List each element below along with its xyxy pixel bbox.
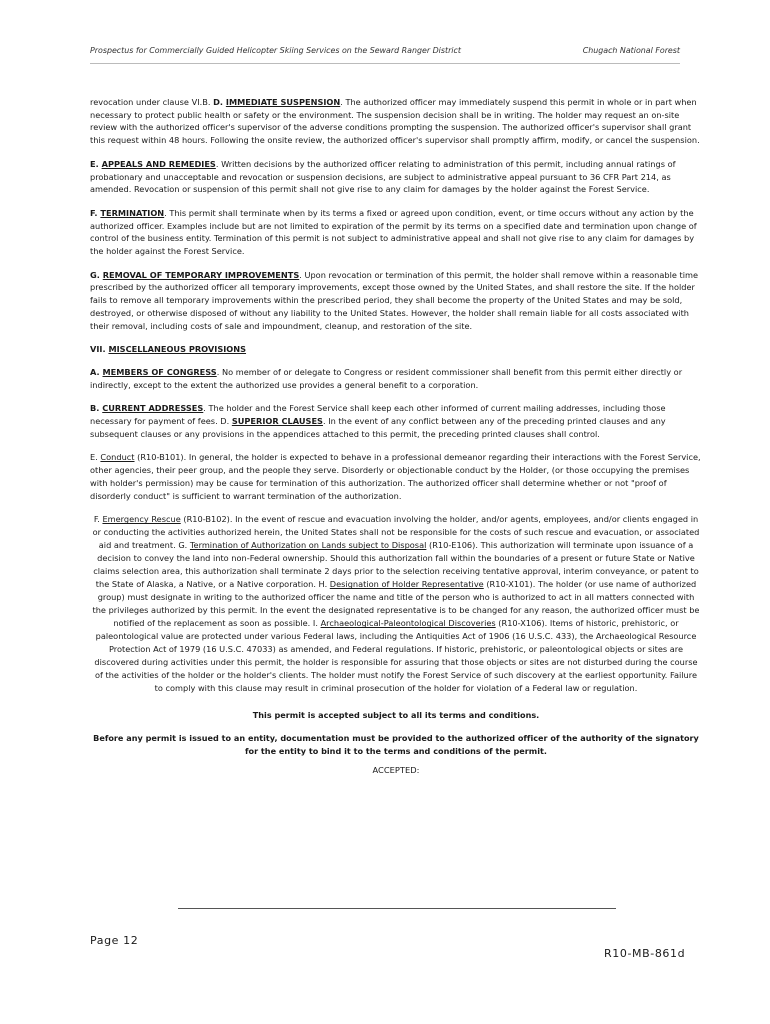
clause-letter: F. — [90, 207, 101, 218]
page-number: Page 12 — [90, 934, 139, 947]
paragraph-current-addresses — [90, 402, 702, 440]
signature-line — [178, 908, 616, 909]
clause-text-disposal: (R10-E106). This authorization will terminate upon issuance of a decision to convey the land into non-Federal ownership. Should this authorization fall within the boundaries of a present or future State or Native claims selection area, this authorization shall terminate 2 days prior to the selection receiving tentative approval, interim conveyance, or patent to the State of Alaska, a Native, or a Native corporation. H. — [93, 540, 699, 590]
clause-text: . The holder and the Forest Service shall keep each other informed of current mailing addresses, including those necessary for payment of fees. D. — [90, 403, 666, 427]
entity-documentation-note: Before any permit is issued to an entity, documentation must be provided to the authorized officer of the authority of the signatory for the entity to bind it to the terms and conditions of the permit. — [93, 733, 699, 757]
clause-text-rescue: (R10-B102). In the event of rescue and evacuation involving the holder, and/or agents, employees, and/or clients engaged in or conducting the activities authorized herein, the United States shall not be responsible for the costs of such rescue and evacuation, or associated aid and treatment. G. — [92, 514, 700, 551]
clause-heading: MEMBERS OF CONGRESS — [102, 366, 217, 377]
clause-heading-rescue: Emergency Rescue — [102, 514, 181, 525]
clause-heading-superior: SUPERIOR CLAUSES — [231, 416, 323, 427]
clause-text-superior: . In the event of any conflict between any of the preceding printed clauses and any subsequent clauses or any provisions in the appendices attached to this permit, the preceding printed clauses shall control. — [90, 416, 666, 439]
accepted-label: ACCEPTED: — [372, 765, 420, 776]
clause-heading: APPEALS AND REMEDIES — [101, 158, 216, 169]
clause-text-representative: (R10-X101). The holder (or use name of authorized group) must designate in writing to the authorized officer the name and title of the person who is authorized to act in all matters connected with the privileges authorized by this permit. In the event the designated representative is to be changed for any reason, the authorized officer must be notified of the replacement as soon as possible. I. — [92, 579, 700, 629]
clause-heading: REMOVAL OF TEMPORARY IMPROVEMENTS — [102, 269, 300, 280]
clause-text: . No member of or delegate to Congress or resident commissioner shall benefit from this permit either directly or indirectly, except to the extent the authorized use provides a general benefit to a corporation. — [90, 366, 683, 390]
clause-heading: CURRENT ADDRESSES — [102, 403, 204, 414]
para-lead: revocation under clause VI.B. — [90, 97, 214, 107]
clause-letter: D. — [213, 97, 226, 107]
paragraph-termination — [90, 207, 702, 258]
paragraph-removal-improvements — [90, 269, 702, 333]
clause-letter: A. — [90, 366, 103, 377]
header-divider — [90, 63, 680, 64]
clause-heading-representative: Designation of Holder Representative — [329, 579, 484, 590]
section-number: VII. — [90, 344, 109, 355]
clause-text: . Upon revocation or termination of this permit, the holder shall remove within a reasonable time prescribed by the authorized officer all temporary improvements, except those owned by the United States, and shall restore the site. If the holder fails to remove all temporary improvements within the prescribed period, they shall become the property of the United States and may be sold, destroyed, or otherwise disposed of without any liability to the United States. However, the holder shall remain liable for all costs associated with their removal, including costs of sale and impoundment, cleanup, and restoration of the site. — [90, 269, 699, 331]
clause-text: . Written decisions by the authorized officer relating to administration of this permit, including annual ratings of probationary and unacceptable and revocation or suspension decisions, are subject to administrative appeal pursuant to 36 CFR Part 214, as amended. Revocation or suspension of this permit shall not give rise to any claim for damages by the holder against the Forest Service. — [90, 158, 676, 195]
clause-heading: IMMEDIATE SUSPENSION — [225, 97, 341, 107]
section-heading-miscellaneous — [90, 343, 702, 356]
paragraph-appeals-remedies — [90, 158, 702, 196]
page-header — [90, 46, 680, 62]
clause-letter: E. — [90, 452, 101, 463]
section-title: MISCELLANEOUS PROVISIONS — [108, 344, 247, 355]
clause-heading: Conduct — [100, 452, 135, 463]
clause-text: . This permit shall terminate when by its terms a fixed or agreed upon condition, event, or time occurs without any action by the authorized officer. Examples include but are not limited to expiration of the permit by its terms on a specified date and termination upon change of control of the business entity. Termination of this permit is not subject to administrative appeal and shall not give rise to any claim for damages by the holder against the Forest Service. — [90, 207, 697, 257]
document-id: R10-MB-861d — [604, 947, 686, 960]
clause-letter: E. — [90, 158, 102, 169]
clause-letter: B. — [90, 403, 103, 414]
clause-heading-disposal: Termination of Authorization on Lands subject to Disposal — [189, 540, 427, 551]
header-forest-name: Chugach National Forest — [582, 46, 680, 55]
clause-heading: TERMINATION — [100, 207, 165, 218]
clause-text: (R10-B101). In general, the holder is expected to behave in a professional demeanor regarding their interactions with the Forest Service, other agencies, their peer group, and the people they serve. Disorderly or objectionable conduct by the Holder, (or those occupying the premises with holder's permission) may be cause for termination of this authorization. The authorized officer shall determine whether or not "proof of disorderly conduct" is sufficient to warrant termination of the authorization. — [90, 452, 701, 501]
clause-letter: F. — [93, 514, 103, 525]
paragraph-conduct — [90, 451, 702, 502]
clause-heading-archaeological: Archaeological-Paleontological Discoveries — [320, 618, 496, 629]
paragraph-members-congress — [90, 366, 702, 391]
clause-text: . The authorized officer may immediately suspend this permit in whole or in part when necessary to protect public health or safety or the environment. The suspension decision shall be in writing. The holder may request an on-site review with the authorized officer's supervisor of the adverse conditions prompting the suspension. The authorized officer's supervisor shall grant this request within 48 hours. Following the onsite review, the authorized officer's supervisor shall promptly affirm, modify, or cancel the suspension. — [90, 97, 700, 146]
paragraph-emergency-rescue — [90, 513, 702, 695]
clause-text-archaeological: (R10-X106). Items of historic, prehistoric, or paleontological value are protected under various Federal laws, including the Antiquities Act of 1906 (16 U.S.C. 433), the Archaeological Resource Protection Act of 1979 (16 U.S.C. 47033) as amended, and Federal regulations. If historic, prehistoric, or paleontological objects or sites are discovered during activities under this permit, the holder is responsible for assuring that those objects or sites are not disturbed during the course of the activities of the holder or the holder's clients. The holder must notify the Forest Service of such discovery at the earliest opportunity. Failure to comply with this clause may result in criminal prosecution of the holder for violation of a Federal law or regulation. — [94, 618, 698, 694]
clause-letter: G. — [90, 269, 103, 280]
header-document-title: Prospectus for Commercially Guided Helicopter Skiing Services on the Seward Ranger District — [90, 46, 461, 55]
paragraph-immediate-suspension — [90, 96, 702, 147]
document-body — [90, 96, 702, 788]
accepted-terms-statement: This permit is accepted subject to all its terms and conditions. — [252, 710, 540, 721]
